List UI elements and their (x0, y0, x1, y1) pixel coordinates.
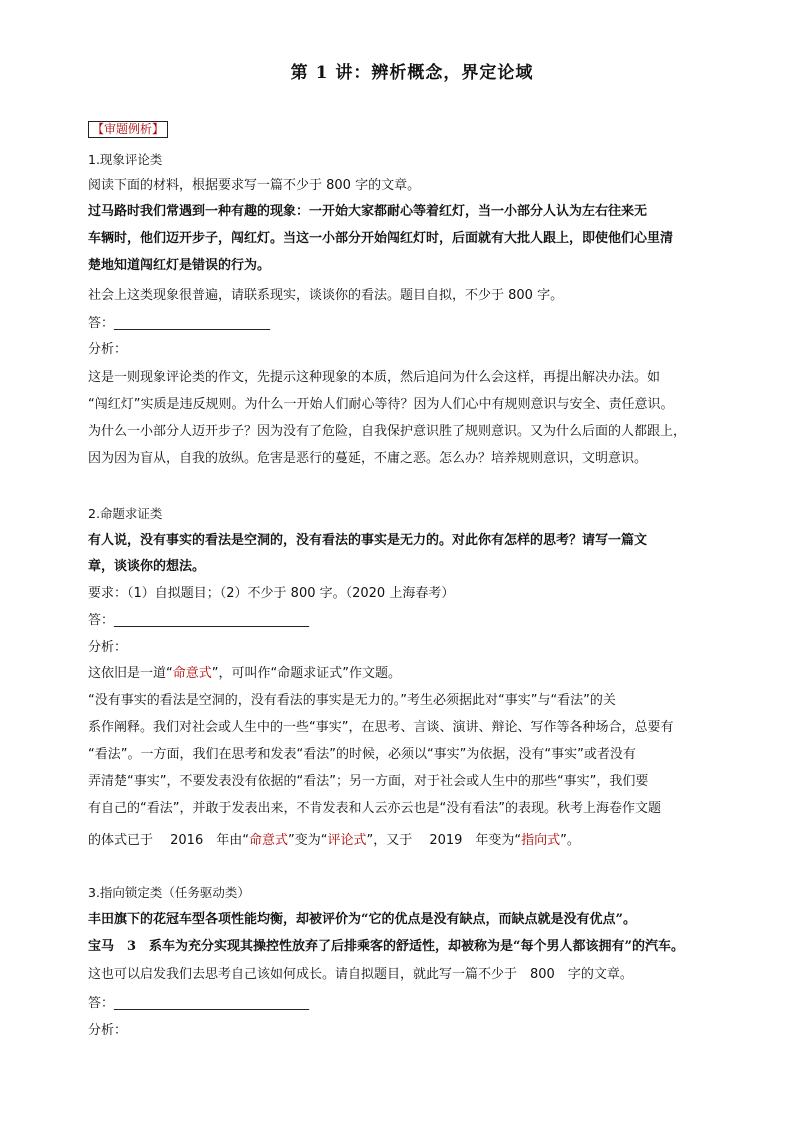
s1-analysis-line: 这是一则现象评论类的作文，先提示这种现象的本质，然后追问为什么会这样，再提出解决办法。如 (88, 370, 661, 385)
s2-material-line: 章，谈谈你的想法。 (88, 559, 206, 574)
s1-intro: 阅读下面的材料，根据要求写一篇不少于 800 字的文章。 (88, 178, 421, 193)
s2-requirement: 要求：（1）自拟题目；（2）不少于 800 字。（2020 上海春考） (88, 586, 455, 601)
s2-last-highlight: 评论式 (327, 833, 367, 848)
s2-body-line: 弄清楚“事实”，不要发表没有依据的“看法”；另一方面，对于社会或人生中的那些“事实”，我们要 (88, 774, 649, 789)
s1-analysis-line: “闯红灯”实质是违反规则。为什么一开始人们耐心等待？因为人们心中有规则意识与安全、责任意识。 (88, 397, 674, 412)
s3-material-line: 丰田旗下的花冠车型各项性能均衡，却被评价为“它的优点是没有缺点，而缺点就是没有优点”。 (88, 912, 636, 927)
s1-material-line: 车辆时，他们迈开步子，闯红灯。当这一小部分开始闯红灯时，后面就有大批人跟上，即使他们心里清 (88, 231, 674, 246)
s1-analysis-line: 为什么一小部分人迈开步子？因为没有了危险，自我保护意识胜了规则意识。又为什么后面的人都跟上， (88, 424, 687, 439)
s3-answer: 答：______________________________ (88, 996, 310, 1011)
s2-answer: 答：______________________________ (88, 613, 310, 628)
s2-body-last-line (88, 832, 768, 850)
section-tag: 【审题例析】 (88, 121, 168, 138)
s1-material-line: 过马路时我们常遇到一种有趣的现象：一开始大家都耐心等着红灯，当一小部分人认为左右往来无 (88, 204, 648, 219)
s3-analysis-label: 分析： (88, 1023, 128, 1038)
s2-intro-highlight: 命意式 (172, 666, 212, 681)
s1-material-line: 楚地知道闯红灯是错误的行为。 (88, 258, 271, 273)
s3-task: 这也可以启发我们去思考自己该如何成长。请自拟题目，就此写一篇不少于 800 字的文章。 (88, 967, 633, 982)
s2-intro-text: ”，可叫作“命题求证式”作文题。 (211, 666, 401, 681)
s3-material-line: 宝马 3 系车为充分实现其操控性放弃了后排乘客的舒适性，却被称为是“每个男人都该拥有”的汽车。 (88, 939, 685, 954)
section-3-heading: 3.指向锁定类（任务驱动类） (88, 885, 250, 900)
s1-task: 社会上这类现象很普遍，请联系现实，谈谈你的看法。题目自拟，不少于 800 字。 (88, 288, 564, 303)
s2-material-line: 有人说，没有事实的看法是空洞的，没有看法的事实是无力的。对此你有怎样的思考？请写一篇文 (88, 533, 648, 548)
s2-analysis-label: 分析： (88, 640, 128, 655)
s2-analysis-intro (88, 665, 768, 683)
s2-last-highlight: 指向式 (521, 833, 561, 848)
s2-last-text: ”变为“ (287, 833, 328, 848)
s2-body-line: 系作阐释。我们对社会或人生中的一些“事实”，在思考、言谈、演讲、辩论、写作等各种场合，总要有 (88, 720, 674, 735)
s2-body-line: “没有事实的看法是空洞的，没有看法的事实是无力的。”考生必须据此对“事实”与“看法”的关 (88, 693, 616, 708)
section-1-heading: 1.现象评论类 (88, 152, 163, 167)
s2-last-text: ”。 (560, 833, 580, 848)
s2-last-highlight: 命意式 (248, 833, 288, 848)
section-2-heading: 2.命题求证类 (88, 506, 163, 521)
s1-analysis-line: 因为因为盲从，自我的放纵。危害是恶行的蔓延，不庸之恶。怎么办？培养规则意识，文明意识。 (88, 451, 648, 466)
s2-body-line: 有自己的“看法”，并敢于发表出来，不肯发表和人云亦云也是“没有看法”的表现。秋考上海卷作文题 (88, 801, 661, 816)
page-title: 第 1 讲：辨析概念，界定论域 (290, 63, 534, 83)
s1-answer: 答：________________________ (88, 316, 271, 331)
s2-last-text: ”，又于 2019 年变为“ (366, 833, 522, 848)
s2-intro-text: 这依旧是一道“ (88, 666, 173, 681)
s1-analysis-label: 分析： (88, 342, 128, 357)
s2-body-line: “看法”。一方面，我们在思考和发表“看法”的时候，必须以“事实”为依据，没有“事实”或者没有 (88, 747, 636, 762)
s2-last-text: 的体式已于 2016 年由“ (88, 833, 249, 848)
